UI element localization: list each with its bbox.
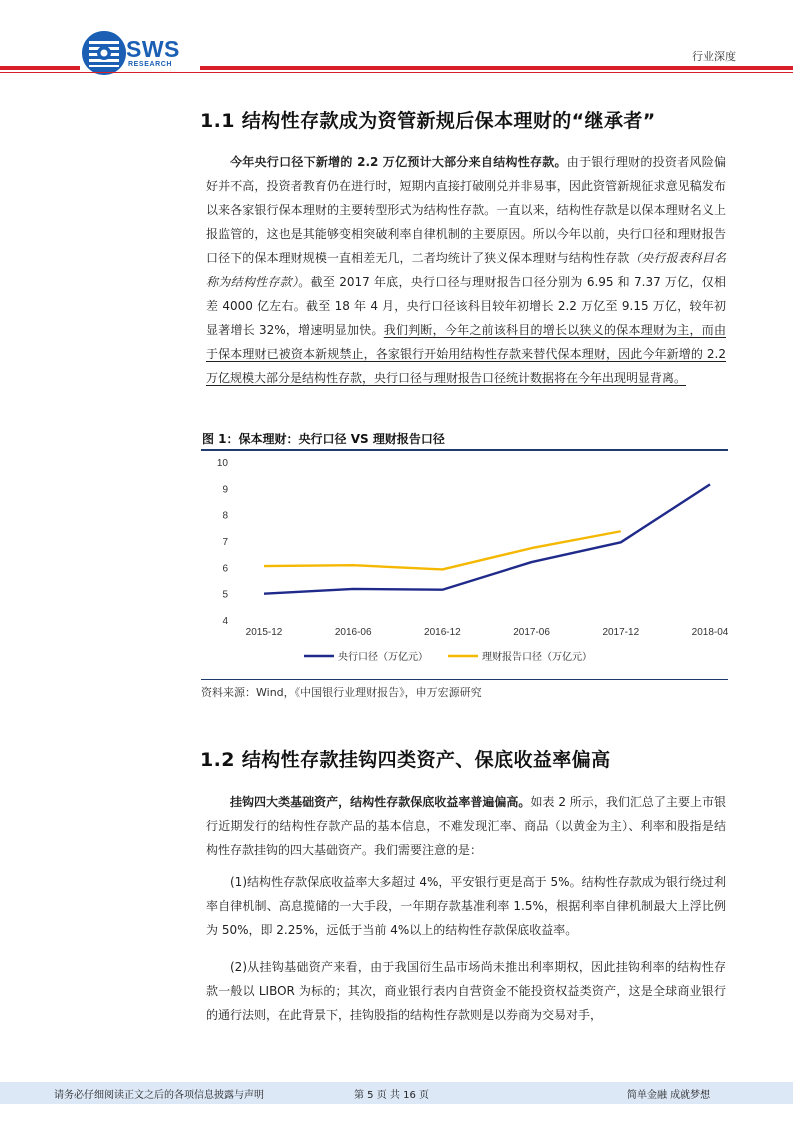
paragraph-underlined-judgement: 我们判断，今年之前该科目的增长以狭义的保本理财为主，而由于保本理财已被资本新规禁止，各家银行开始用结构性存款来替代保本理财，因此今年新增的 2.2 万亿规模大部分是结构性存款，央行口径与理财报告口径统计数据将在今年出现明显背离。 (206, 323, 726, 385)
section-1-heading: 1.1 结构性存款成为资管新规后保本理财的“继承者” (200, 110, 656, 132)
footer-bar (0, 1082, 793, 1104)
logo-name: SWS (126, 36, 180, 62)
figure-source: 资料来源：Wind，《中国银行业理财报告》，申万宏源研究 (201, 686, 482, 699)
section-tag: 行业深度 (692, 50, 736, 63)
section-2-paragraph-3: (2)从挂钩基础资产来看，由于我国衍生品市场尚未推出利率期权，因此挂钩利率的结构性存款一般以 LIBOR 为标的；其次，商业银行表内自营资金不能投资权益类资产，这是全球商业银行的通行法则，在此背景下，挂钩股指的结构性存款则是以券商为交易对手， (206, 960, 726, 1022)
x-tick-label: 2016-06 (334, 627, 372, 638)
section-1-paragraph (206, 150, 726, 390)
header-rule (0, 72, 793, 73)
x-tick-label: 2018-04 (691, 627, 728, 638)
header-bar-left (0, 66, 80, 70)
logo-subtitle: RESEARCH (128, 61, 173, 68)
footer-disclaimer: 请务必仔细阅读正文之后的各项信息披露与声明 (54, 1090, 264, 1101)
figure-bottom-rule (201, 679, 728, 680)
y-tick-label: 8 (222, 510, 228, 522)
section-2-paragraph-1 (206, 790, 726, 862)
figure-top-rule (201, 449, 728, 451)
line-chart (200, 452, 728, 676)
header-bar-right (200, 66, 793, 70)
paragraph-text: 如表 2 所示，我们汇总了主要上市银行近期发行的结构性存款产品的基本信息，不难发现汇率、商品（以黄金为主）、利率和股指是结构性存款挂钩的四大基础资产。我们需要注意的是： (206, 795, 726, 857)
y-tick-label: 9 (222, 484, 228, 496)
x-tick-label: 2015-12 (245, 627, 283, 638)
y-tick-label: 5 (222, 589, 228, 601)
x-tick-label: 2017-06 (513, 627, 550, 638)
y-tick-label: 10 (216, 458, 228, 469)
x-tick-label: 2016-12 (424, 627, 461, 638)
series-line-1 (264, 484, 710, 593)
sws-logo-icon (82, 31, 126, 75)
paragraph-lead: 挂钩四大类基础资产，结构性存款保底收益率普遍偏高。 (230, 795, 531, 809)
paragraph-text: 由于银行理财的投资者风险偏好并不高，投资者教育仍在进行时，短期内直接打破刚兑并非易事，因此资管新规征求意见稿发布以来各家银行保本理财的主要转型形式为结构性存款。一直以来，结构性存款是以保本理财名义上报监管的，这也是其能够变相突破利率自律机制的主要原因。所以今年以前，央行口径和理财报告口径下的保本理财规模一直相差无几，二者均统计了狭义保本理财与结构性存款 (206, 155, 726, 265)
legend-label: 理财报告口径（万亿元） (482, 652, 592, 663)
series-line-2 (264, 531, 621, 569)
paragraph-italic-note: （央行报表科目名称为结构性存款） (206, 251, 726, 289)
y-tick-label: 7 (222, 537, 228, 548)
y-tick-label: 6 (222, 563, 228, 575)
footer-page-number: 第 5 页 共 16 页 (354, 1090, 429, 1101)
figure-title: 图 1：保本理财：央行口径 VS 理财报告口径 (202, 432, 445, 446)
paragraph-lead: 今年央行口径下新增的 2.2 万亿预计大部分来自结构性存款。 (230, 155, 567, 169)
footer-slogan: 简单金融 成就梦想 (627, 1090, 711, 1101)
paragraph-text-continued: 。截至 2017 年底，央行口径与理财报告口径分别为 6.95 和 7.37 万亿，仅相差 4000 亿左右。截至 18 年 4 月，央行口径该科目较年初增长 2.2 万亿至 9.15 万亿，较年初显著增长 32%，增速明显加快。 (206, 275, 726, 337)
legend-label: 央行口径（万亿元） (338, 652, 428, 663)
section-2-heading: 1.2 结构性存款挂钩四类资产、保底收益率偏高 (200, 749, 611, 771)
section-2-paragraph-2: (1)结构性存款保底收益率大多超过 4%，平安银行更是高于 5%。结构性存款成为银行绕过利率自律机制、高息揽储的一大手段，一年期存款基准利率 1.5%，根据利率自律机制最大上浮比例为 50%，即 2.25%，远低于当前 4%以上的结构性存款保底收益率。 (206, 875, 726, 937)
x-tick-label: 2017-12 (602, 627, 640, 638)
y-tick-label: 4 (222, 616, 228, 627)
